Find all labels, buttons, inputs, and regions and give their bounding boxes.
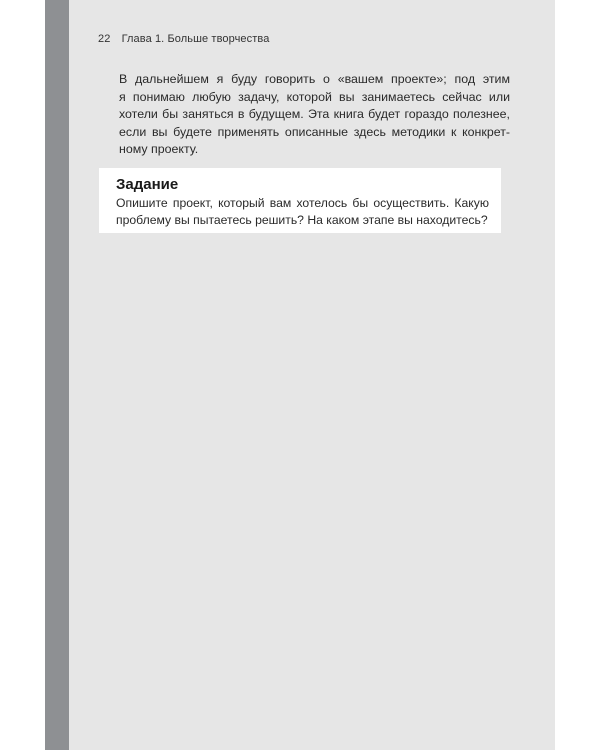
task-title: Задание xyxy=(116,176,179,193)
paragraph-line: ному проекту. xyxy=(119,142,199,157)
page-number: 22 xyxy=(98,33,111,45)
paragraph-line: я понимаю любую задачу, которой вы занимаетесь сейчас или xyxy=(119,89,510,104)
task-line: проблему вы пытаетесь решить? На каком этапе вы находитесь? xyxy=(116,212,488,227)
task-line: Опишите проект, который вам хотелось бы осуществить. Какую xyxy=(116,196,489,210)
page-edge-stripe xyxy=(45,0,69,750)
running-head xyxy=(98,33,269,45)
task-box xyxy=(99,168,501,233)
paragraph-line: В дальнейшем я буду говорить о «вашем проекте»; под этим xyxy=(119,72,510,86)
paragraph-line: если вы будете применять описанные здесь методики к конкрет- xyxy=(119,124,510,139)
chapter-title: Глава 1. Больше творчества xyxy=(121,33,270,45)
left-background xyxy=(0,0,45,750)
paragraph-line: хотели бы заняться в будущем. Эта книга будет гораздо полезнее, xyxy=(119,107,510,122)
body-paragraph xyxy=(119,71,510,159)
task-text xyxy=(116,195,489,228)
right-background xyxy=(555,0,600,750)
